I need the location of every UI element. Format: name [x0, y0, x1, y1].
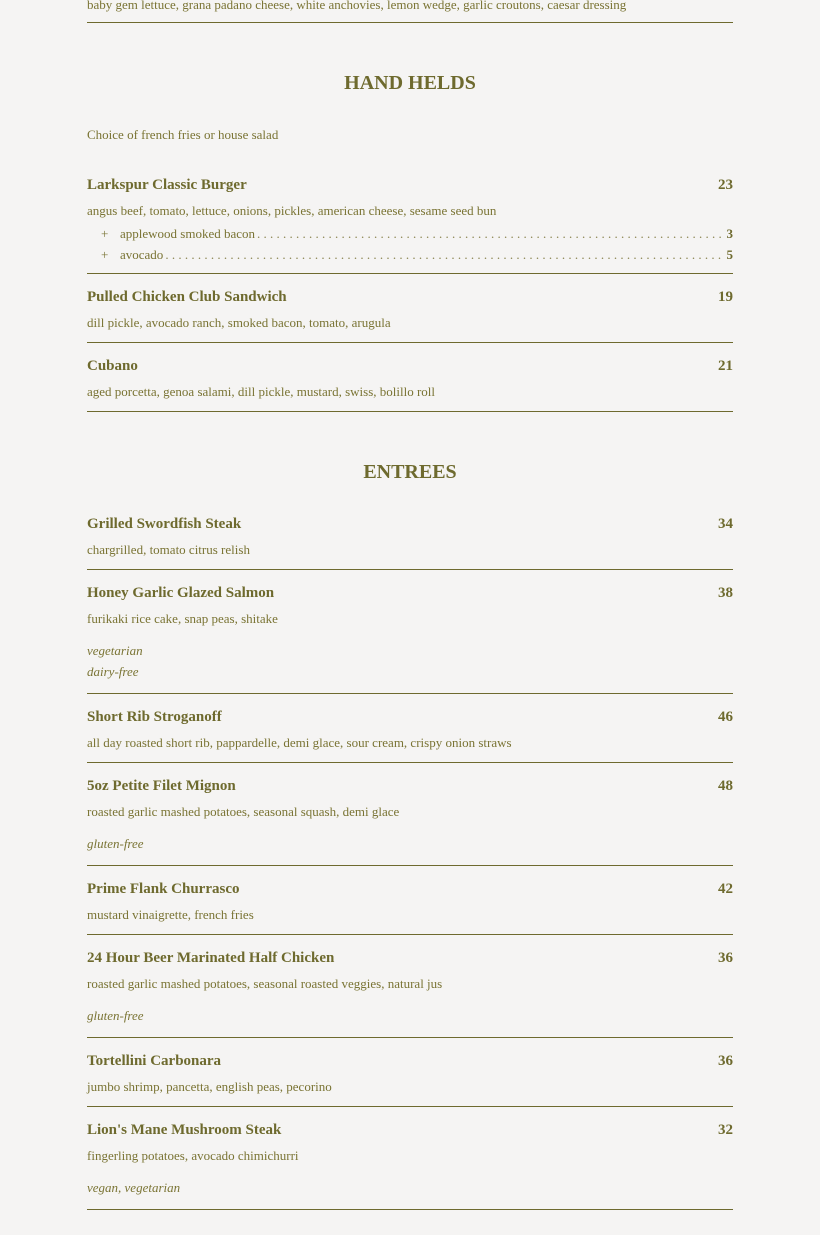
item-header: [87, 514, 733, 534]
item-header: [87, 287, 733, 307]
menu-item-short-rib-stroganoff: [87, 694, 733, 763]
menu-item-half-chicken: [87, 935, 733, 1038]
section-title-entrees: ENTREES: [363, 461, 457, 483]
item-header: [87, 948, 733, 968]
menu-item-honey-garlic-salmon: [87, 570, 733, 694]
item-price: 42: [718, 881, 733, 897]
item-description: roasted garlic mashed potatoes, seasonal roasted veggies, natural jus: [87, 976, 443, 991]
item-name: 24 Hour Beer Marinated Half Chicken: [87, 950, 335, 966]
item-description: angus beef, tomato, lettuce, onions, pickles, american cheese, sesame seed bun: [87, 203, 497, 218]
addon-bacon: [87, 223, 733, 244]
item-description: jumbo shrimp, pancetta, english peas, pecorino: [87, 1079, 332, 1094]
item-price: 23: [718, 177, 733, 193]
addon-label: avocado: [120, 247, 164, 262]
menu-item-tortellini-carbonara: [87, 1038, 733, 1107]
item-name: 5oz Petite Filet Mignon: [87, 778, 236, 794]
addon-avocado: [87, 244, 733, 265]
item-name: Lion's Mane Mushroom Steak: [87, 1122, 282, 1138]
item-name: Cubano: [87, 358, 138, 374]
section-title-hand-helds: HAND HELDS: [344, 72, 476, 94]
menu-item-larkspur-classic-burger: [87, 175, 733, 274]
dietary-tags: [87, 640, 733, 682]
item-header: [87, 1120, 733, 1140]
dietary-tags: [87, 1177, 733, 1198]
item-name: Honey Garlic Glazed Salmon: [87, 585, 275, 601]
item-header: [87, 583, 733, 603]
item-price: 36: [718, 1053, 733, 1069]
item-name: Grilled Swordfish Steak: [87, 516, 242, 532]
item-description: dill pickle, avocado ranch, smoked bacon, tomato, arugula: [87, 315, 391, 330]
addon-label: applewood smoked bacon: [120, 226, 256, 241]
item-name: Larkspur Classic Burger: [87, 177, 247, 193]
item-price: 19: [718, 289, 733, 305]
dietary-tag: gluten-free: [87, 1008, 144, 1023]
item-description: mustard vinaigrette, french fries: [87, 907, 254, 922]
item-description: chargrilled, tomato citrus relish: [87, 542, 250, 557]
dietary-tags: [87, 1005, 733, 1026]
item-header: [87, 879, 733, 899]
menu-item-petite-filet-mignon: [87, 763, 733, 866]
item-header: [87, 707, 733, 727]
entrees-list: [87, 514, 733, 1210]
dietary-tag: dairy-free: [87, 664, 139, 679]
previous-item-description: baby gem lettuce, grana padano cheese, white anchovies, lemon wedge, garlic croutons, caesar dressing: [87, 0, 627, 12]
item-price: 48: [718, 778, 733, 794]
item-description: furikaki rice cake, snap peas, shitake: [87, 611, 278, 626]
item-description: all day roasted short rib, pappardelle, demi glace, sour cream, crispy onion straws: [87, 735, 512, 750]
dietary-tag: vegan, vegetarian: [87, 1180, 181, 1195]
item-price: 38: [718, 585, 733, 601]
item-name: Tortellini Carbonara: [87, 1053, 222, 1069]
menu-item-lions-mane-mushroom-steak: [87, 1107, 733, 1210]
menu: [87, 0, 733, 1210]
plus-icon: +: [101, 247, 109, 262]
addon-price: 3: [726, 226, 733, 241]
item-description: aged porcetta, genoa salami, dill pickle, mustard, swiss, bolillo roll: [87, 384, 436, 399]
item-price: 36: [718, 950, 733, 966]
hand-helds-list: [87, 175, 733, 412]
menu-item-grilled-swordfish: [87, 514, 733, 570]
dot-leader: [257, 223, 724, 244]
addon-list: [87, 223, 733, 265]
item-name: Prime Flank Churrasco: [87, 881, 240, 897]
plus-icon: +: [101, 226, 109, 241]
addon-price: 5: [726, 247, 733, 262]
item-name: Pulled Chicken Club Sandwich: [87, 289, 287, 305]
dietary-tag: vegetarian: [87, 643, 143, 658]
item-header: [87, 356, 733, 376]
item-price: 34: [718, 516, 733, 532]
item-price: 21: [718, 358, 733, 374]
item-description: fingerling potatoes, avocado chimichurri: [87, 1148, 299, 1163]
divider: [87, 22, 733, 23]
dot-leader: [165, 244, 724, 265]
dietary-tags: [87, 833, 733, 854]
item-header: [87, 175, 733, 195]
item-description: roasted garlic mashed potatoes, seasonal squash, demi glace: [87, 804, 400, 819]
item-name: Short Rib Stroganoff: [87, 709, 222, 725]
section-note: Choice of french fries or house salad: [87, 127, 279, 142]
menu-item-cubano: [87, 343, 733, 412]
item-header: [87, 1051, 733, 1071]
item-price: 32: [718, 1122, 733, 1138]
dietary-tag: gluten-free: [87, 836, 144, 851]
menu-item-pulled-chicken-club: [87, 274, 733, 343]
menu-item-prime-flank-churrasco: [87, 866, 733, 935]
item-header: [87, 776, 733, 796]
item-price: 46: [718, 709, 733, 725]
